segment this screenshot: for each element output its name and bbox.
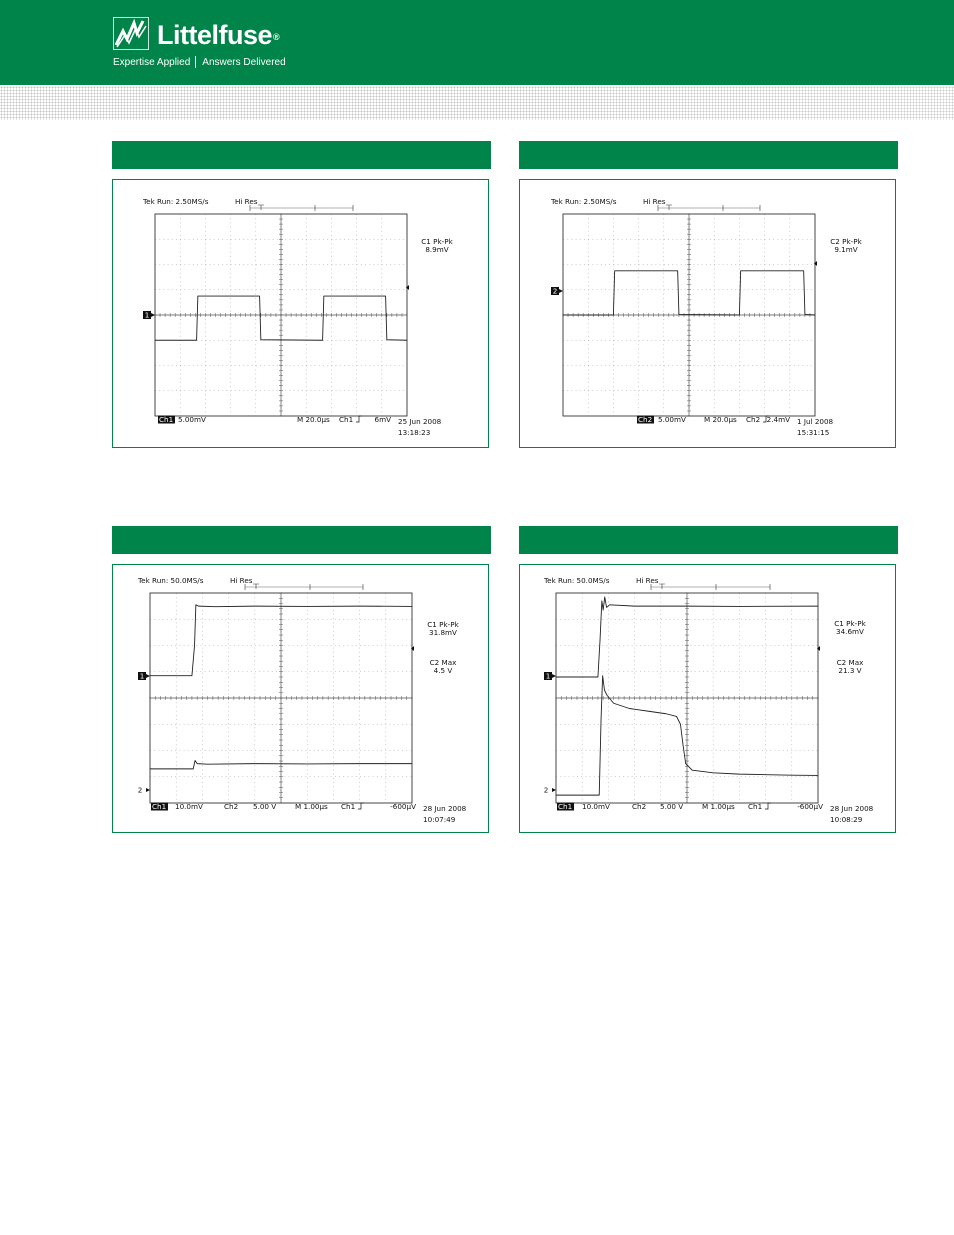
scope-chart-3: [113, 565, 490, 834]
capture-time: 10:08:29: [830, 815, 863, 824]
channel2-scale: 5.00 V: [660, 802, 684, 811]
scope-header: Tek Run: 2.50MS/s: [551, 197, 617, 206]
channel-scale: 5.00mV: [658, 415, 686, 424]
trigger-position-marker: [258, 205, 264, 210]
measurement-label: C1 Pk-Pk: [421, 237, 453, 246]
trigger-level-arrow: [411, 646, 414, 651]
acquisition-mode: Hi Res: [235, 197, 258, 206]
trigger-level: 6mV: [374, 415, 391, 424]
trigger-slope-icon: [356, 416, 362, 422]
measurement2-value: 4.5 V: [433, 666, 453, 675]
scope-panel-2: [519, 179, 896, 448]
tagline-left: Expertise Applied: [113, 57, 191, 68]
trigger-level-arrow: [817, 646, 820, 651]
measurement-label: C1 Pk-Pk: [427, 620, 459, 629]
trigger-channel: Ch1: [339, 415, 354, 424]
channel-marker-1: 1: [545, 671, 551, 681]
acquisition-mode: Hi Res: [643, 197, 666, 206]
trigger-channel: Ch2: [746, 415, 761, 424]
figure-title-bar-3: [112, 526, 491, 554]
scope-panel-3: [112, 564, 489, 833]
trigger-level: -600µV: [390, 802, 416, 811]
channel-marker-1: 1: [139, 671, 145, 681]
figure-title-bar-2: [519, 141, 898, 169]
capture-time: 13:18:23: [398, 428, 431, 437]
capture-date: 28 Jun 2008: [830, 804, 874, 813]
header-band: [0, 0, 954, 85]
littelfuse-logo-icon: [113, 17, 149, 50]
brand-name: Littelfuse®: [157, 20, 280, 50]
trigger-position-marker: [666, 205, 672, 210]
capture-date: 25 Jun 2008: [398, 417, 442, 426]
trigger-level-arrow: [814, 261, 817, 266]
trigger-position-marker: [659, 584, 665, 589]
channel-marker-2: 2: [137, 785, 143, 795]
timebase: M 1.00µs: [702, 802, 735, 811]
trigger-slope-icon: [765, 803, 771, 809]
channel-box: Ch1: [159, 415, 174, 424]
scope-chart-1: [113, 180, 490, 449]
measurement-value: 8.9mV: [425, 245, 449, 254]
scope-header: Tek Run: 2.50MS/s: [143, 197, 209, 206]
channel-box: Ch1: [558, 802, 573, 811]
trigger-level: -600µV: [797, 802, 823, 811]
channel-marker-1: 2: [552, 286, 558, 296]
channel2-label: Ch2: [632, 802, 647, 811]
trigger-position-marker: [253, 584, 259, 589]
timebase: M 1.00µs: [295, 802, 328, 811]
trigger-level-arrow: [406, 285, 409, 290]
measurement-value: 34.6mV: [836, 627, 864, 636]
capture-date: 1 Jul 2008: [797, 417, 834, 426]
measurement2-label: C2 Max: [429, 658, 457, 667]
channel2-label: Ch2: [224, 802, 239, 811]
trigger-slope-icon: [358, 803, 364, 809]
channel-marker-2: 2: [543, 785, 549, 795]
capture-date: 28 Jun 2008: [423, 804, 467, 813]
measurement2-label: C2 Max: [836, 658, 864, 667]
channel2-scale: 5.00 V: [253, 802, 277, 811]
acquisition-mode: Hi Res: [636, 576, 659, 585]
scope-header: Tek Run: 50.0MS/s: [544, 576, 610, 585]
capture-time: 10:07:49: [423, 815, 456, 824]
tagline-right: Answers Delivered: [202, 57, 286, 68]
channel-scale: 5.00mV: [178, 415, 206, 424]
measurement-value: 9.1mV: [834, 245, 858, 254]
measurement-label: C1 Pk-Pk: [834, 619, 866, 628]
trigger-level: 2.4mV: [766, 415, 790, 424]
trigger-channel: Ch1: [341, 802, 356, 811]
figure-title-bar-1: [112, 141, 491, 169]
measurement-label: C2 Pk-Pk: [830, 237, 862, 246]
channel-scale: 10.0mV: [175, 802, 203, 811]
channel-box: Ch2: [638, 415, 653, 424]
scope-header: Tek Run: 50.0MS/s: [138, 576, 204, 585]
scope-chart-4: [520, 565, 897, 834]
measurement-value: 31.8mV: [429, 628, 457, 637]
scope-panel-1: [112, 179, 489, 448]
scope-chart-2: [520, 180, 897, 449]
capture-time: 15:31:15: [797, 428, 830, 437]
brand-tagline: [113, 56, 286, 69]
channel-scale: 10.0mV: [582, 802, 610, 811]
figure-title-bar-4: [519, 526, 898, 554]
timebase: M 20.0µs: [704, 415, 737, 424]
acquisition-mode: Hi Res: [230, 576, 253, 585]
channel-box: Ch1: [152, 802, 167, 811]
timebase: M 20.0µs: [297, 415, 330, 424]
trigger-channel: Ch1: [748, 802, 763, 811]
measurement2-value: 21.3 V: [838, 666, 862, 675]
channel-marker-1: 1: [144, 310, 150, 320]
scope-panel-4: [519, 564, 896, 833]
